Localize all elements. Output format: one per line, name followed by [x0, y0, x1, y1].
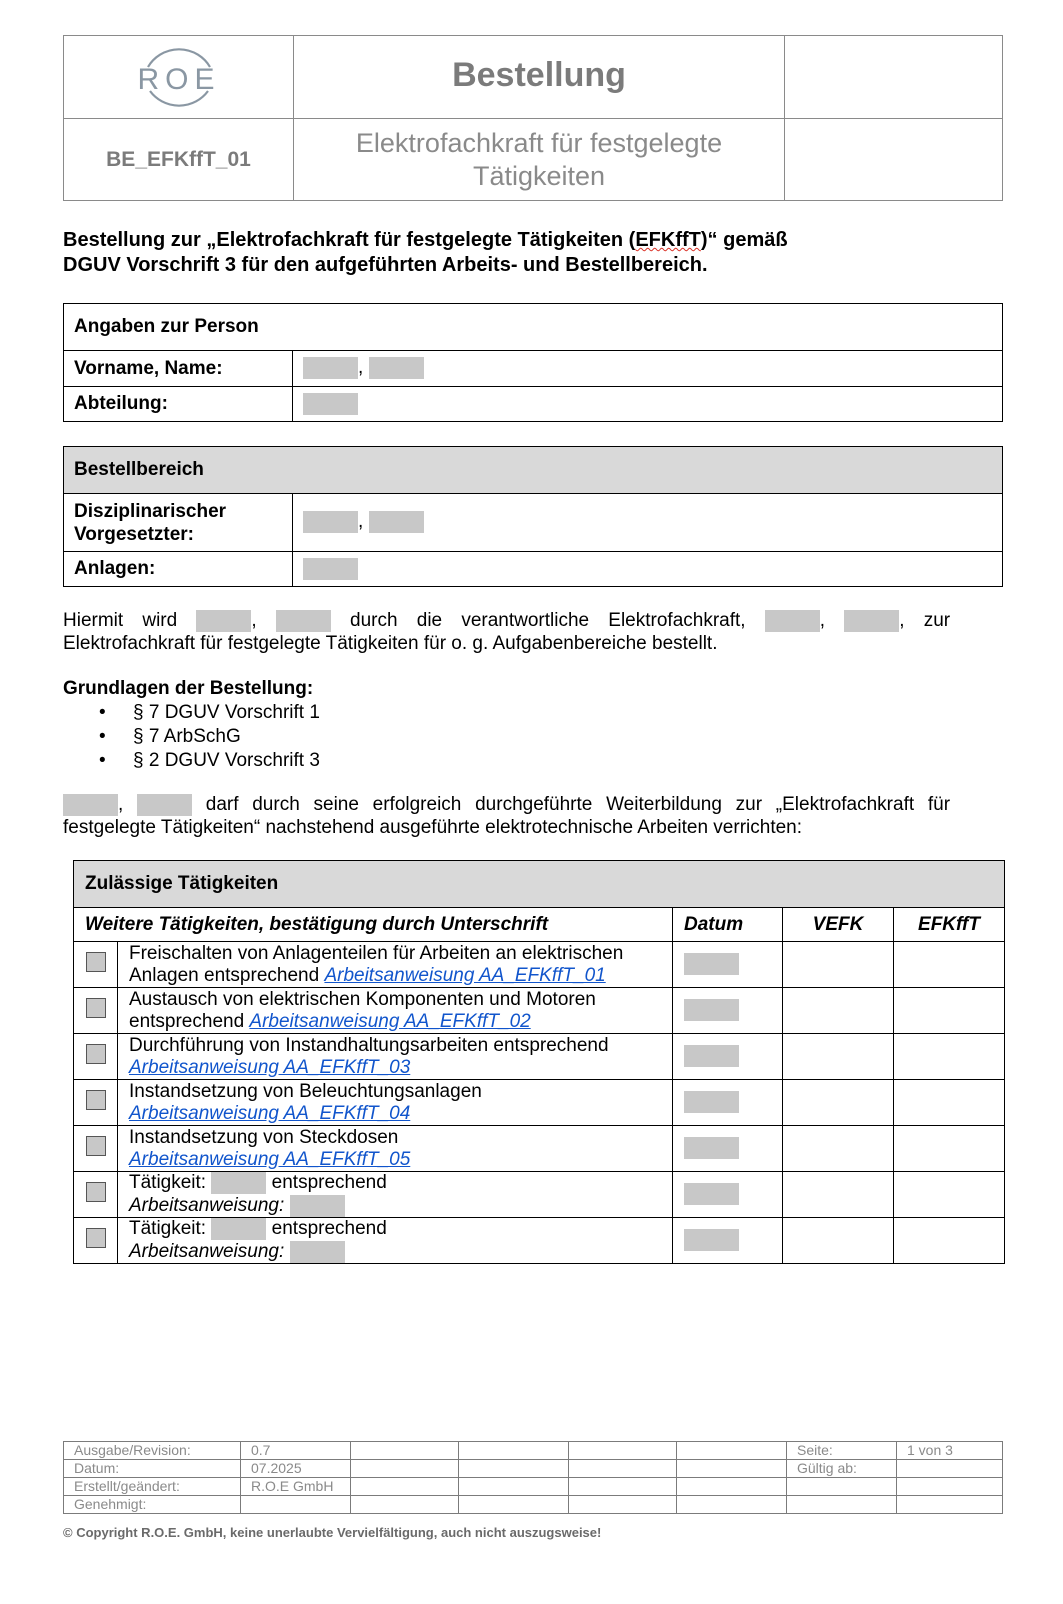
instruction-link[interactable]: Arbeitsanweisung AA_EFKffT_02: [249, 1010, 531, 1032]
empty-cell: [787, 1478, 897, 1496]
intro-statement: [63, 228, 963, 278]
appointment-line-1: [63, 609, 950, 632]
activity-row: [74, 1126, 1005, 1172]
activity-checkbox[interactable]: [86, 1044, 106, 1064]
date-cell[interactable]: [673, 1126, 783, 1172]
efkfft-signature-cell[interactable]: [894, 1080, 1005, 1126]
name-label: Vorname, Name:: [64, 351, 293, 387]
empty-cell: [569, 1496, 677, 1514]
document-subtitle: [294, 127, 784, 193]
comma: ,: [251, 610, 257, 631]
checkbox-cell[interactable]: [74, 1218, 118, 1264]
word: durch: [252, 794, 300, 815]
activity-text: [118, 1218, 673, 1264]
basis-item: • § 7 ArbSchG: [99, 726, 241, 747]
intro-text: Bestellung zur „Elektrofachkraft für festgelegte Tätigkeiten (: [63, 229, 636, 251]
instruction-link[interactable]: Arbeitsanweisung AA_EFKffT_05: [129, 1148, 411, 1170]
efkfft-signature-cell[interactable]: [894, 1218, 1005, 1264]
empty-cell: [351, 1442, 459, 1460]
activity-line-2: Anlagen entsprechend: [129, 964, 325, 986]
vefk-signature-cell[interactable]: [783, 1034, 894, 1080]
appointment-paragraph: [63, 609, 950, 655]
col-efkfft-header: EFKffT: [894, 908, 1005, 942]
custom-activity-field[interactable]: [211, 1172, 266, 1194]
plants-label: Anlagen:: [64, 552, 293, 587]
supervisor-first-field[interactable]: [303, 511, 358, 533]
activity-checkbox[interactable]: [86, 998, 106, 1018]
person-heading: Angaben zur Person: [64, 304, 1003, 351]
page-value: 1 von 3: [897, 1442, 1003, 1460]
date-field[interactable]: [684, 1137, 739, 1159]
empty-cell: [569, 1478, 677, 1496]
vefk-signature-cell[interactable]: [783, 1218, 894, 1264]
instruction-link[interactable]: Arbeitsanweisung AA_EFKffT_01: [324, 964, 606, 986]
intro-abbreviation: EFKffT: [635, 229, 701, 251]
word: die: [416, 610, 443, 631]
date-cell[interactable]: [673, 1034, 783, 1080]
supervisor-label-1: Disziplinarischer: [74, 500, 227, 522]
activity-text: [118, 988, 673, 1034]
activity-line-1: Durchführung von Instandhaltungsarbeiten entsprechend: [129, 1034, 609, 1056]
activity-text: [118, 1034, 673, 1080]
custom-activity-suffix: entsprechend: [271, 1172, 387, 1194]
activity-line-1: Freischalten von Anlagenteilen für Arbeiten an elektrischen: [129, 942, 624, 964]
empty-cell: [897, 1496, 1003, 1514]
activity-checkbox[interactable]: [86, 952, 106, 972]
page-title: Bestellung: [452, 56, 626, 94]
empty-cell: [677, 1442, 787, 1460]
date-field[interactable]: [684, 1229, 739, 1251]
activity-row: [74, 942, 1005, 988]
empty-cell: [897, 1478, 1003, 1496]
col-task-header: Weitere Tätigkeiten, bestätigung durch Unterschrift: [74, 908, 673, 942]
checkbox-cell[interactable]: [74, 1126, 118, 1172]
activity-line-2: entsprechend: [129, 1010, 250, 1032]
revision-label: Ausgabe/Revision:: [64, 1442, 241, 1460]
trainee-first-field[interactable]: [63, 794, 118, 816]
empty-cell: [459, 1478, 569, 1496]
date-cell[interactable]: [673, 1080, 783, 1126]
activity-line-1: Austausch von elektrischen Komponenten und Motoren: [129, 988, 596, 1010]
efkfft-signature-cell[interactable]: [894, 942, 1005, 988]
date-cell[interactable]: [673, 942, 783, 988]
efkfft-signature-cell[interactable]: [894, 1034, 1005, 1080]
activity-checkbox[interactable]: [86, 1136, 106, 1156]
basis-section: [63, 677, 863, 773]
dept-value[interactable]: [293, 387, 1003, 422]
vefk-signature-cell[interactable]: [783, 1126, 894, 1172]
empty-cell: [459, 1496, 569, 1514]
created-label: Erstellt/geändert:: [64, 1478, 241, 1496]
activity-row: [74, 1034, 1005, 1080]
checkbox-cell[interactable]: [74, 988, 118, 1034]
intro-text-end: )“ gemäß: [700, 229, 788, 251]
word: Weiterbildung: [606, 794, 722, 815]
subtitle-line-2: Tätigkeiten: [472, 161, 606, 191]
date-cell[interactable]: [673, 988, 783, 1034]
created-value: R.O.E GmbH: [241, 1478, 351, 1496]
page-label: Seite:: [787, 1442, 897, 1460]
activity-row-custom: [74, 1172, 1005, 1218]
activity-checkbox[interactable]: [86, 1182, 106, 1202]
supervisor-last-field[interactable]: [369, 511, 424, 533]
activities-heading: Zulässige Tätigkeiten: [74, 861, 1005, 908]
supervisor-label-2: Vorgesetzter:: [74, 523, 195, 545]
last-name-field[interactable]: [369, 357, 424, 379]
custom-activity-suffix: entsprechend: [271, 1218, 387, 1240]
empty-cell: [569, 1442, 677, 1460]
custom-instruction-field[interactable]: [290, 1241, 345, 1263]
empty-cell: [351, 1496, 459, 1514]
copyright-notice: © Copyright R.O.E. GmbH, keine unerlaubte Vervielfältigung, auch nicht auszugsweise!: [63, 1525, 602, 1540]
activity-text: [118, 1126, 673, 1172]
custom-instruction-field[interactable]: [290, 1195, 345, 1217]
word: wird: [142, 610, 178, 631]
activity-checkbox[interactable]: [86, 1228, 106, 1248]
date-field[interactable]: [684, 1183, 739, 1205]
appointee-first-field[interactable]: [196, 610, 251, 632]
empty-cell: [351, 1460, 459, 1478]
basis-item-text: § 7 ArbSchG: [133, 726, 241, 747]
scope-table: [63, 446, 1003, 587]
training-line-2: festgelegte Tätigkeiten“ nachstehend ausgeführte elektrotechnische Arbeiten verrichten:: [63, 817, 803, 838]
approved-label: Genehmigt:: [64, 1496, 241, 1514]
word: verantwortliche: [461, 610, 590, 631]
training-line-1: [63, 793, 950, 816]
footer-table: [63, 1441, 1003, 1514]
efkfft-signature-cell[interactable]: [894, 988, 1005, 1034]
efkfft-signature-cell[interactable]: [894, 1172, 1005, 1218]
efkfft-signature-cell[interactable]: [894, 1126, 1005, 1172]
vefk-signature-cell[interactable]: [783, 1172, 894, 1218]
basis-heading: Grundlagen der Bestellung:: [63, 678, 314, 699]
custom-instruction-label: Arbeitsanweisung:: [129, 1240, 285, 1262]
activities-table: [73, 860, 1005, 1264]
first-name-field[interactable]: [303, 357, 358, 379]
basis-item-text: § 7 DGUV Vorschrift 1: [133, 702, 320, 723]
date-label: Datum:: [64, 1460, 241, 1478]
empty-cell: [569, 1460, 677, 1478]
department-field[interactable]: [303, 393, 358, 415]
empty-cell: [459, 1460, 569, 1478]
vefk-signature-cell[interactable]: [783, 1080, 894, 1126]
training-paragraph: [63, 793, 950, 839]
name-value[interactable]: ,: [293, 351, 1003, 387]
valid-value: [897, 1460, 1003, 1478]
subtitle-line-1: Elektrofachkraft für festgelegte: [355, 128, 723, 158]
activity-text: [118, 942, 673, 988]
word: „Elektrofachkraft: [775, 794, 915, 815]
person-table: [63, 303, 1003, 422]
checkbox-cell[interactable]: [74, 1172, 118, 1218]
date-value: 07.2025: [241, 1460, 351, 1478]
comma: ,: [899, 610, 905, 631]
responsible-first-field[interactable]: [765, 610, 820, 632]
trainee-last-field[interactable]: [137, 794, 192, 816]
word: seine: [313, 794, 359, 815]
word: zur: [923, 610, 951, 631]
empty-cell: [351, 1478, 459, 1496]
empty-cell: [677, 1460, 787, 1478]
word: darf: [205, 794, 239, 815]
word: zur: [735, 794, 763, 815]
appointment-line-2: Elektrofachkraft für festgelegte Tätigkeiten für o. g. Aufgabenbereiche bestellt.: [63, 633, 718, 654]
word: durch: [350, 610, 398, 631]
word: Hiermit: [63, 610, 124, 631]
basis-item: • § 7 DGUV Vorschrift 1: [99, 702, 320, 723]
word: Elektrofachkraft,: [608, 610, 746, 631]
activity-line-1: Instandsetzung von Steckdosen: [129, 1126, 399, 1148]
date-cell[interactable]: [673, 1218, 783, 1264]
comma: ,: [819, 610, 826, 631]
activity-text: [118, 1172, 673, 1218]
activity-row-custom: [74, 1218, 1005, 1264]
vefk-signature-cell[interactable]: [783, 942, 894, 988]
comma: ,: [118, 794, 124, 815]
instruction-link[interactable]: Arbeitsanweisung AA_EFKffT_03: [129, 1056, 411, 1078]
logo-text: ROE: [137, 63, 221, 96]
dept-label: Abteilung:: [64, 387, 293, 422]
supervisor-label: [64, 494, 293, 552]
document-header: [63, 35, 1003, 201]
word: für: [927, 794, 951, 815]
checkbox-cell[interactable]: [74, 1080, 118, 1126]
vefk-signature-cell[interactable]: [783, 988, 894, 1034]
appointee-last-field[interactable]: [276, 610, 331, 632]
valid-label: Gültig ab:: [787, 1460, 897, 1478]
checkbox-cell[interactable]: [74, 1034, 118, 1080]
custom-instruction-label: Arbeitsanweisung:: [129, 1194, 285, 1216]
activity-checkbox[interactable]: [86, 1090, 106, 1110]
checkbox-cell[interactable]: [74, 942, 118, 988]
instruction-link[interactable]: Arbeitsanweisung AA_EFKffT_04: [129, 1102, 411, 1124]
col-date-header: Datum: [673, 908, 783, 942]
supervisor-value[interactable]: ,: [293, 494, 1003, 552]
custom-activity-label: Tätigkeit:: [129, 1172, 207, 1194]
approved-value: [241, 1496, 351, 1514]
basis-item: • § 2 DGUV Vorschrift 3: [99, 750, 320, 771]
activity-text: [118, 1080, 673, 1126]
activity-line-1: Instandsetzung von Beleuchtungsanlagen: [129, 1080, 482, 1102]
word: durchgeführte: [475, 794, 593, 815]
activity-row: [74, 1080, 1005, 1126]
plants-value[interactable]: [293, 552, 1003, 587]
date-cell[interactable]: [673, 1172, 783, 1218]
col-vefk-header: VEFK: [783, 908, 894, 942]
activity-row: [74, 988, 1005, 1034]
responsible-last-field[interactable]: [844, 610, 899, 632]
empty-cell: [459, 1442, 569, 1460]
empty-cell: [787, 1496, 897, 1514]
date-field[interactable]: [684, 1045, 739, 1067]
custom-activity-label: Tätigkeit:: [129, 1218, 207, 1240]
empty-cell: [677, 1496, 787, 1514]
date-field[interactable]: [684, 999, 739, 1021]
date-field[interactable]: [684, 953, 739, 975]
intro-line-2: DGUV Vorschrift 3 für den aufgeführten Arbeits- und Bestellbereich.: [63, 254, 708, 276]
basis-item-text: § 2 DGUV Vorschrift 3: [133, 750, 320, 771]
empty-cell: [677, 1478, 787, 1496]
word: erfolgreich: [372, 794, 462, 815]
scope-heading: Bestellbereich: [64, 447, 1003, 494]
date-field[interactable]: [684, 1091, 739, 1113]
company-logo: [134, 41, 224, 115]
plants-field[interactable]: [303, 558, 358, 580]
revision-value: 0.7: [241, 1442, 351, 1460]
custom-activity-field[interactable]: [211, 1218, 266, 1240]
document-code: BE_EFKffT_01: [106, 148, 251, 171]
